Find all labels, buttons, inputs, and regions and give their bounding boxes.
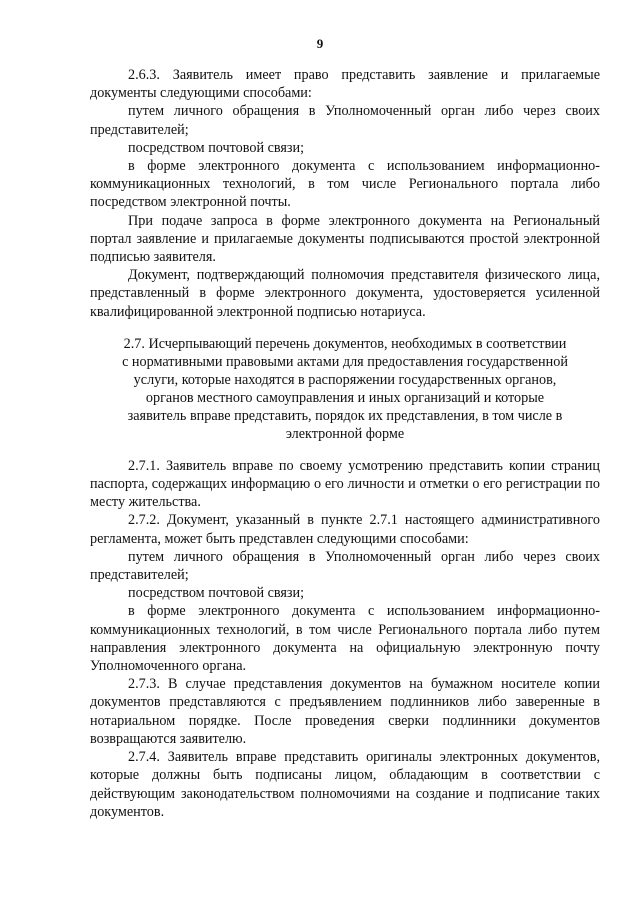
paragraph-2-7-1: 2.7.1. Заявитель вправе по своему усмотрению представить копии страниц паспорта, содержащих информацию о его личности и отметки о его регистрации по месту жительства.	[90, 457, 600, 511]
document-body	[90, 66, 600, 821]
paragraph-2-6-3: 2.6.3. Заявитель имеет право представить заявление и прилагаемые документы следующими способами:	[90, 67, 600, 102]
paragraph-electronic-signature: При подаче запроса в форме электронного документа на Региональный портал заявление и прилагаемые документы подписываются простой электронной подписью заявителя.	[90, 212, 600, 266]
paragraph-method-mail: посредством почтовой связи;	[128, 139, 305, 156]
paragraph-method-electronic-2: в форме электронного документа с использованием информационно-коммуникационных технологий, в том числе Регионального портала либо путем направления электронного документа на официальную электронную почту Уполномоченного органа.	[90, 603, 600, 675]
paragraph-method-mail-2: посредством почтовой связи;	[128, 585, 305, 602]
paragraph-2-7-3: 2.7.3. В случае представления документов на бумажном носителе копии документов представляются с предъявлением подлинников либо заверенные в нотариальном порядке. После проведения сверки подлинники документов возвращаются заявителю.	[90, 676, 600, 747]
paragraph-representative-document: Документ, подтверждающий полномочия представителя физического лица, представленный в форме электронного документа, удостоверяется усиленной квалифицированной электронной подписью нотариуса.	[90, 267, 600, 320]
paragraph-method-electronic: в форме электронного документа с использованием информационно-коммуникационных технологий, в том числе Регионального портала либо посредством электронной почты.	[90, 158, 600, 211]
paragraph-method-personal-2: путем личного обращения в Уполномоченный орган либо через своих представителей;	[90, 548, 600, 584]
paragraph-2-7-4: 2.7.4. Заявитель вправе представить оригиналы электронных документов, которые должны быть подписаны лицом, обладающим в соответствии с действующим законодательством полномочиями на создание и подписание таких документов.	[90, 749, 600, 820]
section-heading-2-7: 2.7. Исчерпывающий перечень документов, необходимых в соответствии с нормативными правовыми актами для предоставления государственной услуги, которые находятся в распоряжении государственных органов, органов местного самоуправления и иных организаций и которые заявитель вправе представить, порядок их представления, в том числе в электронной форме	[122, 335, 568, 442]
paragraph-2-7-2: 2.7.2. Документ, указанный в пункте 2.7.1 настоящего административного регламента, может быть представлен следующими способами:	[90, 512, 600, 547]
paragraph-method-personal: путем личного обращения в Уполномоченный орган либо через своих представителей;	[90, 103, 600, 138]
page-number: 9	[316, 36, 324, 51]
